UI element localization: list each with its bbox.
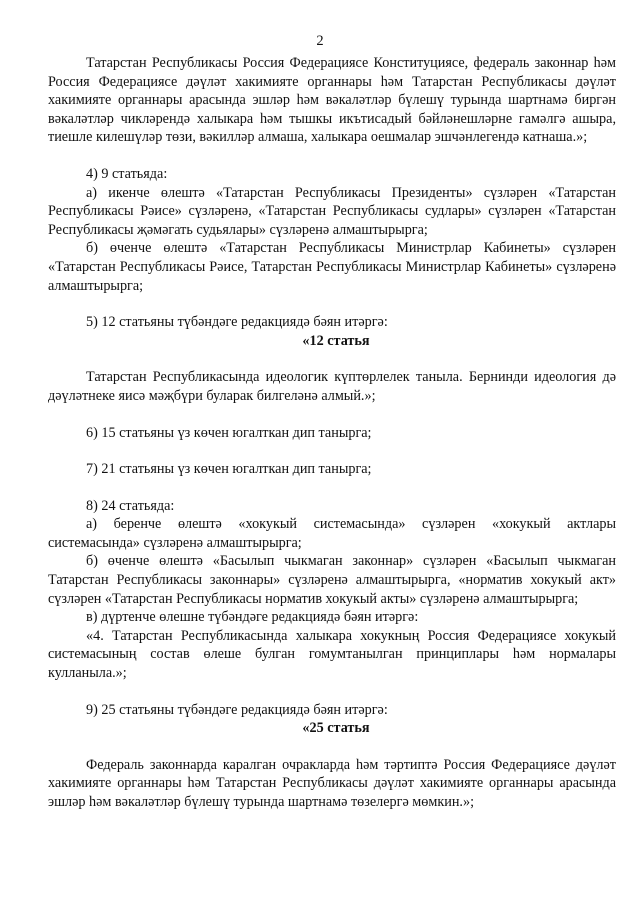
- paragraph: «4. Татарстан Республикасында халыкара хокукның Россия Федерациясе хокукый системасының состав өлеше булган гомумтанылган принциплары һәм нормалары кулланыла.»;: [48, 627, 616, 682]
- paragraph: б) өченче өлештә «Татарстан Республикасы Министрлар Кабинеты» сүзләрен «Татарстан Республикасы Рәисе, Татарстан Республикасы Министрлар Кабинеты» сүзләренә алмаштырырга;: [48, 240, 616, 294]
- paragraph: б) өченче өлештә «Басылып чыкмаган законнар» сүзләрен «Басылып чыкмаган Татарстан Республикасы законнары» сүзләренә алмаштырырга, «норматив хокукый акт» сүзләрен «Татарстан Республикасы норматив хокукый акты» сүзләренә алмаштырырга;: [48, 553, 616, 607]
- paragraph: Татарстан Республикасы Россия Федерациясе Конституциясе, федераль законнар һәм Россия Федерациясе дәүләт хакимияте органнары һәм Татарстан Республикасы дәүләт хакимияте органнары арасында эшләр һәм вәкаләтләр бүлешү турында шартнамә биргән вәкаләтләр чикләрендә халыкара һәм тышкы икътисадый бәйләнешләрне гамәлгә ашыра, тиешле килешүләр төзи, вәкилләр алмаша, халыкара оешмалар эшчәнлегендә катнаша.»;: [48, 55, 616, 146]
- paragraph: а) икенче өлештә «Татарстан Республикасы Президенты» сүзләрен «Татарстан Республикасы Рәисе» сүзләренә, «Татарстан Республикасы судлары» сүзләрен «Татарстан Республикасы җәмәгать судьялары» сүзләренә алмаштырырга;: [48, 184, 616, 238]
- paragraph-gap: [48, 295, 616, 313]
- paragraph-gap: [48, 406, 616, 424]
- paragraph: Федераль законнарда каралган очракларда һәм тәртиптә Россия Федерациясе дәүләт хакимияте органнары һәм Татарстан Республикасы дәүләт хакимияте органнары арасында эшләр һәм вәкаләтләр бүлешү турында шартнамә төзелергә мөмкин.»;: [48, 756, 616, 810]
- paragraph-gap: [48, 350, 616, 368]
- paragraph-gap: [48, 147, 616, 165]
- paragraph-gap: [48, 479, 616, 497]
- paragraph-gap: [48, 738, 616, 756]
- paragraph: а) беренче өлештә «хокукый системасында» сүзләрен «хокукый актлары системасында» сүзләренә алмаштырырга;: [48, 516, 616, 551]
- article-heading: «25 статья: [302, 720, 370, 737]
- document-body: [48, 54, 616, 812]
- paragraph: 5) 12 статьяны түбәндәге редакциядә бәян итәргә:: [86, 314, 388, 331]
- paragraph-gap: [48, 683, 616, 701]
- article-heading: «12 статья: [302, 332, 370, 349]
- paragraph: Татарстан Республикасында идеологик күптөрлелек танылa. Бернинди идеология дә дәүләтнеке яисә мәҗбүри буларак билгеләнә алмый.»;: [48, 369, 616, 404]
- page-number: 2: [316, 33, 324, 49]
- paragraph: в) дүртенче өлешне түбәндәге редакциядә бәян итәргә:: [86, 609, 419, 626]
- paragraph: 4) 9 статьяда:: [86, 165, 168, 182]
- paragraph: 9) 25 статьяны түбәндәге редакциядә бәян итәргә:: [86, 701, 388, 718]
- paragraph: 8) 24 статьяда:: [86, 497, 175, 514]
- paragraph-gap: [48, 442, 616, 460]
- paragraph: 7) 21 статьяны үз көчен югалткан дип танырга;: [86, 461, 372, 478]
- paragraph: 6) 15 статьяны үз көчен югалткан дип танырга;: [86, 424, 372, 441]
